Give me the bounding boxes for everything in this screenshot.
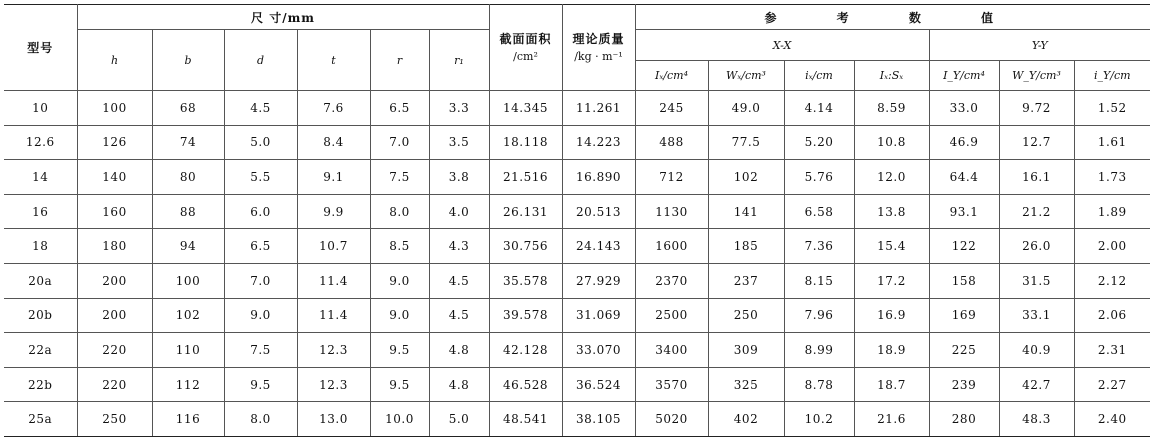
value-cell: 185 <box>708 229 784 264</box>
value-cell: 122 <box>929 229 999 264</box>
value-cell: 4.8 <box>429 367 489 402</box>
model-cell: 20b <box>4 298 77 333</box>
value-cell: 1.73 <box>1074 160 1150 195</box>
value-cell: 18.118 <box>489 125 562 160</box>
value-cell: 30.756 <box>489 229 562 264</box>
value-cell: 7.0 <box>224 263 297 298</box>
value-cell: 12.3 <box>297 367 370 402</box>
yy-radius-gyration-header: i_Y/cm <box>1074 61 1150 91</box>
table-row <box>4 367 1150 402</box>
value-cell: 42.128 <box>489 333 562 368</box>
mass-header-unit: /kg · m⁻¹ <box>574 49 623 63</box>
value-cell: 100 <box>77 91 152 126</box>
table-row <box>4 91 1150 126</box>
value-cell: 250 <box>708 298 784 333</box>
model-cell: 12.6 <box>4 125 77 160</box>
mass-header-title: 理论质量 <box>572 31 625 46</box>
value-cell: 7.5 <box>224 333 297 368</box>
value-cell: 1.61 <box>1074 125 1150 160</box>
value-cell: 309 <box>708 333 784 368</box>
value-cell: 5.0 <box>429 402 489 437</box>
value-cell: 220 <box>77 367 152 402</box>
value-cell: 6.5 <box>224 229 297 264</box>
value-cell: 36.524 <box>562 367 635 402</box>
value-cell: 14.345 <box>489 91 562 126</box>
dim-header-r: r <box>370 30 429 91</box>
model-cell: 22b <box>4 367 77 402</box>
value-cell: 8.4 <box>297 125 370 160</box>
value-cell: 33.070 <box>562 333 635 368</box>
value-cell: 11.4 <box>297 263 370 298</box>
value-cell: 26.131 <box>489 194 562 229</box>
value-cell: 94 <box>152 229 224 264</box>
value-cell: 7.96 <box>784 298 854 333</box>
value-cell: 9.1 <box>297 160 370 195</box>
value-cell: 2.06 <box>1074 298 1150 333</box>
value-cell: 10.8 <box>854 125 929 160</box>
value-cell: 9.0 <box>224 298 297 333</box>
value-cell: 7.5 <box>370 160 429 195</box>
value-cell: 1130 <box>635 194 708 229</box>
value-cell: 21.6 <box>854 402 929 437</box>
value-cell: 8.59 <box>854 91 929 126</box>
value-cell: 20.513 <box>562 194 635 229</box>
value-cell: 9.9 <box>297 194 370 229</box>
model-cell: 18 <box>4 229 77 264</box>
value-cell: 141 <box>708 194 784 229</box>
table-row <box>4 263 1150 298</box>
value-cell: 2.31 <box>1074 333 1150 368</box>
table-row <box>4 160 1150 195</box>
value-cell: 2.27 <box>1074 367 1150 402</box>
table-row <box>4 402 1150 437</box>
value-cell: 8.5 <box>370 229 429 264</box>
value-cell: 220 <box>77 333 152 368</box>
value-cell: 46.9 <box>929 125 999 160</box>
value-cell: 18.7 <box>854 367 929 402</box>
value-cell: 100 <box>152 263 224 298</box>
value-cell: 33.0 <box>929 91 999 126</box>
model-header: 型号 <box>4 5 77 91</box>
value-cell: 40.9 <box>999 333 1074 368</box>
value-cell: 13.0 <box>297 402 370 437</box>
value-cell: 17.2 <box>854 263 929 298</box>
value-cell: 77.5 <box>708 125 784 160</box>
value-cell: 1.89 <box>1074 194 1150 229</box>
value-cell: 6.5 <box>370 91 429 126</box>
value-cell: 2.00 <box>1074 229 1150 264</box>
value-cell: 74 <box>152 125 224 160</box>
value-cell: 93.1 <box>929 194 999 229</box>
value-cell: 4.5 <box>429 298 489 333</box>
value-cell: 16.890 <box>562 160 635 195</box>
value-cell: 7.0 <box>370 125 429 160</box>
value-cell: 6.0 <box>224 194 297 229</box>
value-cell: 3.8 <box>429 160 489 195</box>
xx-ratio-header: Iₓ:Sₓ <box>854 61 929 91</box>
value-cell: 11.4 <box>297 298 370 333</box>
value-cell: 4.14 <box>784 91 854 126</box>
table-row <box>4 333 1150 368</box>
reference-group-header: 参 考 数 值 <box>635 5 1150 30</box>
model-cell: 25a <box>4 402 77 437</box>
value-cell: 8.78 <box>784 367 854 402</box>
value-cell: 18.9 <box>854 333 929 368</box>
value-cell: 180 <box>77 229 152 264</box>
value-cell: 5.20 <box>784 125 854 160</box>
value-cell: 9.0 <box>370 263 429 298</box>
value-cell: 31.5 <box>999 263 1074 298</box>
value-cell: 3570 <box>635 367 708 402</box>
value-cell: 112 <box>152 367 224 402</box>
value-cell: 5.5 <box>224 160 297 195</box>
area-header <box>489 5 562 91</box>
value-cell: 10.2 <box>784 402 854 437</box>
value-cell: 68 <box>152 91 224 126</box>
value-cell: 16.9 <box>854 298 929 333</box>
value-cell: 35.578 <box>489 263 562 298</box>
value-cell: 4.3 <box>429 229 489 264</box>
value-cell: 49.0 <box>708 91 784 126</box>
value-cell: 12.0 <box>854 160 929 195</box>
value-cell: 9.5 <box>370 333 429 368</box>
value-cell: 24.143 <box>562 229 635 264</box>
model-cell: 22a <box>4 333 77 368</box>
value-cell: 402 <box>708 402 784 437</box>
value-cell: 10.0 <box>370 402 429 437</box>
value-cell: 5020 <box>635 402 708 437</box>
dim-header-d: d <box>224 30 297 91</box>
yy-inertia-header: I_Y/cm⁴ <box>929 61 999 91</box>
area-header-unit: /cm² <box>513 49 538 63</box>
value-cell: 48.3 <box>999 402 1074 437</box>
dimensions-group-header: 尺 寸/mm <box>77 5 489 30</box>
yy-section-modulus-header: W_Y/cm³ <box>999 61 1074 91</box>
value-cell: 7.36 <box>784 229 854 264</box>
value-cell: 237 <box>708 263 784 298</box>
value-cell: 225 <box>929 333 999 368</box>
value-cell: 250 <box>77 402 152 437</box>
xx-radius-gyration-header: iₓ/cm <box>784 61 854 91</box>
value-cell: 102 <box>708 160 784 195</box>
value-cell: 88 <box>152 194 224 229</box>
model-cell: 10 <box>4 91 77 126</box>
model-cell: 14 <box>4 160 77 195</box>
value-cell: 46.528 <box>489 367 562 402</box>
value-cell: 21.516 <box>489 160 562 195</box>
value-cell: 169 <box>929 298 999 333</box>
value-cell: 3.5 <box>429 125 489 160</box>
section-property-table <box>4 4 1150 437</box>
table-row <box>4 125 1150 160</box>
dim-header-h: h <box>77 30 152 91</box>
value-cell: 8.0 <box>224 402 297 437</box>
value-cell: 14.223 <box>562 125 635 160</box>
yy-axis-group-header: Y-Y <box>929 30 1150 61</box>
value-cell: 80 <box>152 160 224 195</box>
value-cell: 239 <box>929 367 999 402</box>
value-cell: 9.5 <box>370 367 429 402</box>
value-cell: 200 <box>77 263 152 298</box>
value-cell: 27.929 <box>562 263 635 298</box>
value-cell: 31.069 <box>562 298 635 333</box>
value-cell: 3.3 <box>429 91 489 126</box>
value-cell: 8.99 <box>784 333 854 368</box>
value-cell: 12.3 <box>297 333 370 368</box>
dim-header-r1: r₁ <box>429 30 489 91</box>
model-cell: 16 <box>4 194 77 229</box>
value-cell: 21.2 <box>999 194 1074 229</box>
value-cell: 4.5 <box>429 263 489 298</box>
value-cell: 325 <box>708 367 784 402</box>
value-cell: 3400 <box>635 333 708 368</box>
xx-axis-group-header: X-X <box>635 30 929 61</box>
table-body <box>4 91 1150 437</box>
mass-header <box>562 5 635 91</box>
value-cell: 64.4 <box>929 160 999 195</box>
xx-section-modulus-header: Wₓ/cm³ <box>708 61 784 91</box>
value-cell: 4.5 <box>224 91 297 126</box>
value-cell: 116 <box>152 402 224 437</box>
table-header <box>4 5 1150 91</box>
value-cell: 15.4 <box>854 229 929 264</box>
value-cell: 200 <box>77 298 152 333</box>
xx-inertia-header: Iₓ/cm⁴ <box>635 61 708 91</box>
value-cell: 38.105 <box>562 402 635 437</box>
table-row <box>4 194 1150 229</box>
value-cell: 488 <box>635 125 708 160</box>
value-cell: 2500 <box>635 298 708 333</box>
area-header-title: 截面面积 <box>499 31 552 46</box>
value-cell: 5.0 <box>224 125 297 160</box>
value-cell: 140 <box>77 160 152 195</box>
value-cell: 48.541 <box>489 402 562 437</box>
value-cell: 712 <box>635 160 708 195</box>
value-cell: 158 <box>929 263 999 298</box>
value-cell: 5.76 <box>784 160 854 195</box>
value-cell: 2.40 <box>1074 402 1150 437</box>
value-cell: 1600 <box>635 229 708 264</box>
value-cell: 245 <box>635 91 708 126</box>
value-cell: 1.52 <box>1074 91 1150 126</box>
value-cell: 8.15 <box>784 263 854 298</box>
value-cell: 16.1 <box>999 160 1074 195</box>
value-cell: 2.12 <box>1074 263 1150 298</box>
value-cell: 280 <box>929 402 999 437</box>
value-cell: 110 <box>152 333 224 368</box>
table-row <box>4 229 1150 264</box>
model-cell: 20a <box>4 263 77 298</box>
value-cell: 8.0 <box>370 194 429 229</box>
value-cell: 4.8 <box>429 333 489 368</box>
value-cell: 10.7 <box>297 229 370 264</box>
dim-header-b: b <box>152 30 224 91</box>
value-cell: 42.7 <box>999 367 1074 402</box>
value-cell: 160 <box>77 194 152 229</box>
value-cell: 126 <box>77 125 152 160</box>
value-cell: 26.0 <box>999 229 1074 264</box>
value-cell: 4.0 <box>429 194 489 229</box>
value-cell: 39.578 <box>489 298 562 333</box>
dim-header-t: t <box>297 30 370 91</box>
value-cell: 6.58 <box>784 194 854 229</box>
value-cell: 9.0 <box>370 298 429 333</box>
value-cell: 11.261 <box>562 91 635 126</box>
value-cell: 102 <box>152 298 224 333</box>
value-cell: 9.72 <box>999 91 1074 126</box>
value-cell: 9.5 <box>224 367 297 402</box>
value-cell: 7.6 <box>297 91 370 126</box>
value-cell: 13.8 <box>854 194 929 229</box>
value-cell: 2370 <box>635 263 708 298</box>
value-cell: 33.1 <box>999 298 1074 333</box>
table-row <box>4 298 1150 333</box>
value-cell: 12.7 <box>999 125 1074 160</box>
